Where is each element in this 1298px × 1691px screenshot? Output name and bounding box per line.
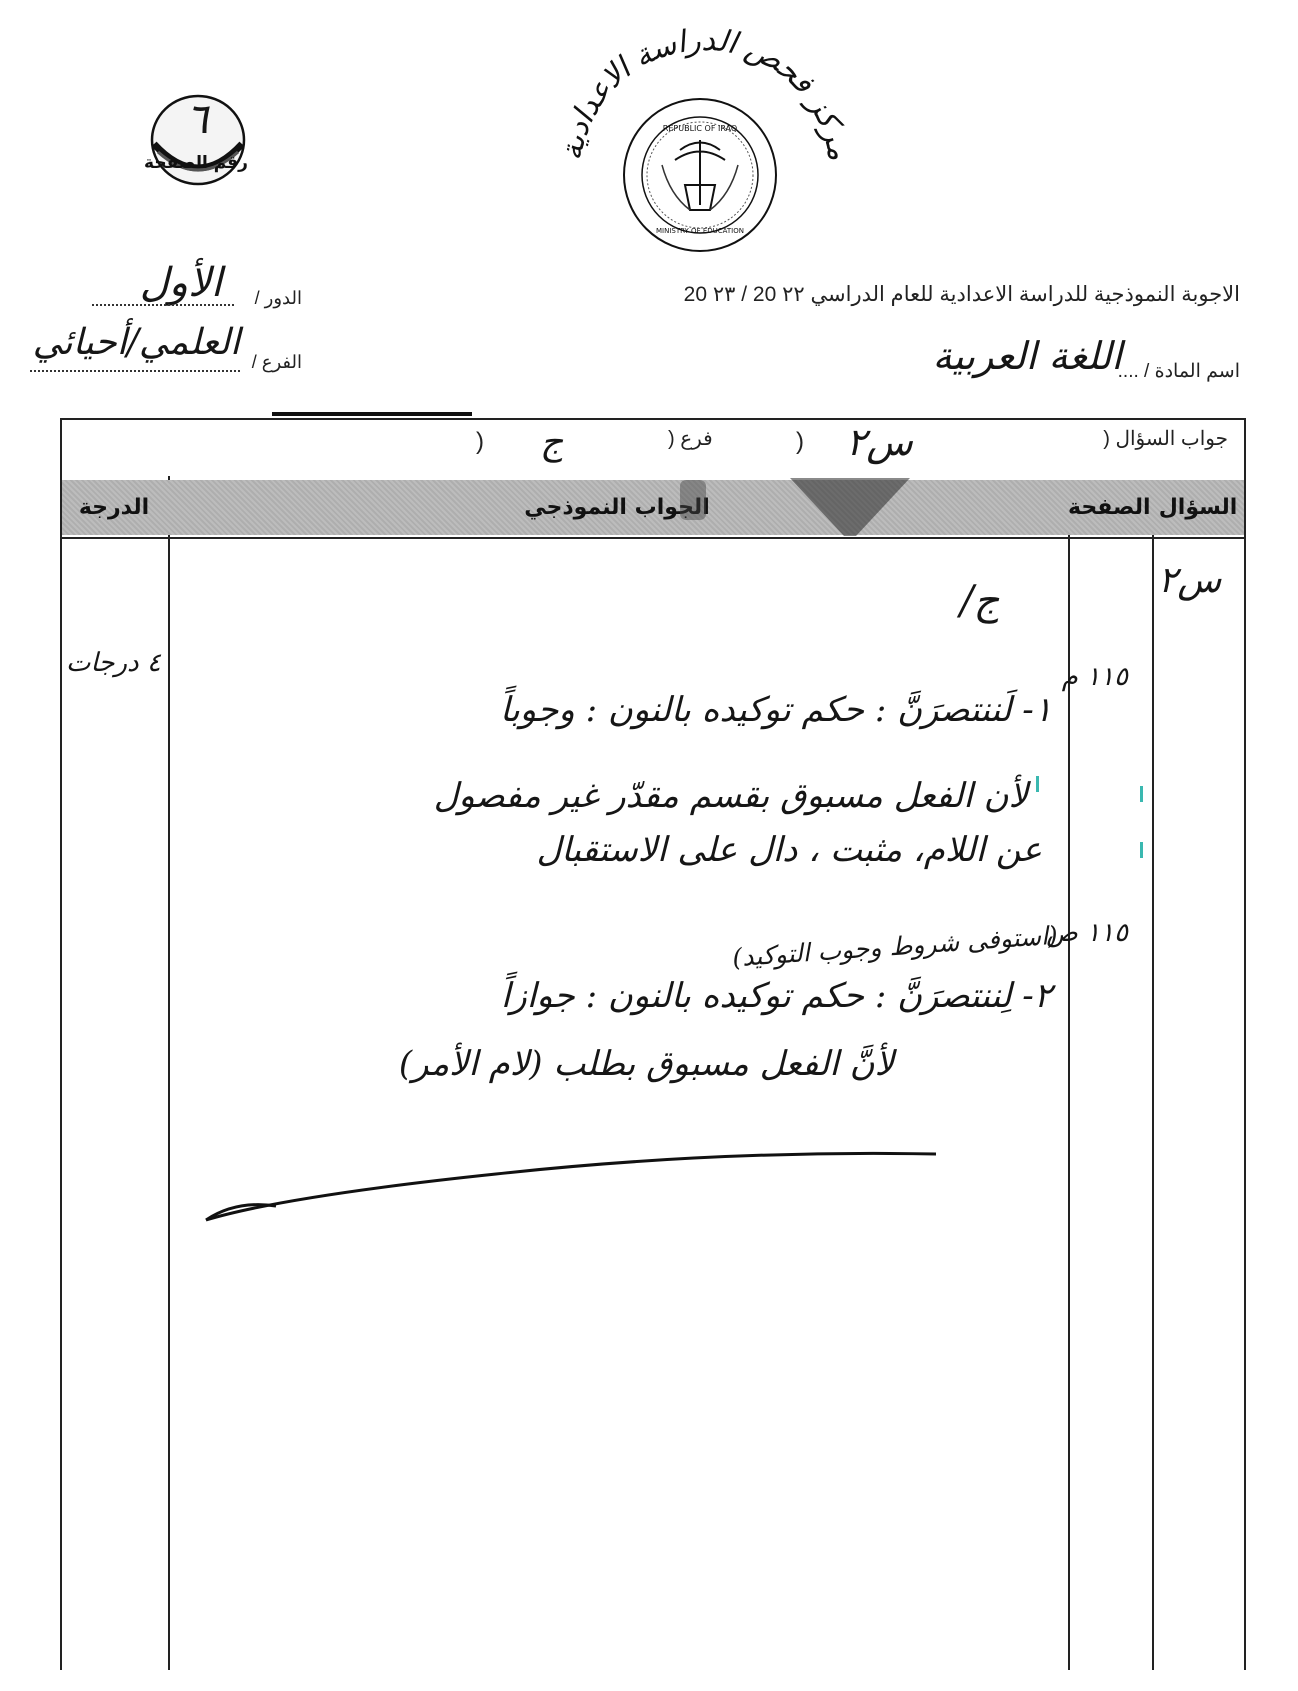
header-model-answer: الجواب النموذجي: [524, 495, 710, 520]
closing-underline-stroke: [196, 1140, 946, 1230]
subject-label: اسم المادة / ....: [1117, 361, 1240, 382]
branch-field: [10, 318, 302, 378]
seal-arc-text: مركز فحص الدراسة الاعدادية: [553, 25, 857, 163]
answer-line: لأن الفعل مسبوق بقسم مقدّر غير مفصول: [433, 776, 1028, 816]
page-number-value: ٦: [185, 94, 209, 143]
header-question: السؤال: [1158, 495, 1238, 520]
branch-close-paren: ): [476, 428, 484, 455]
cycle-dotted-line: [92, 304, 234, 306]
table-header-row: [62, 480, 1244, 535]
exam-center-seal-icon: [540, 25, 860, 255]
table-column-divider: [168, 476, 170, 1670]
top-mark-bar: [272, 412, 472, 416]
scan-mark: [1140, 786, 1143, 802]
answer-line: لأنَّ الفعل مسبوق بطلب (لام الأمر): [398, 1044, 894, 1084]
question-close-paren: ): [796, 428, 804, 455]
scan-smudge: [680, 480, 706, 520]
document-title: الاجوبة النموذجية للدراسة الاعدادية للعام الدراسي ٢٢ 20 / ٢٣ 20: [683, 283, 1240, 306]
seal-inner-bottom-text: MINISTRY OF EDUCATION: [656, 227, 744, 235]
answer-line: (استوفى شروط وجوب التوكيد): [731, 920, 1059, 973]
branch-dotted-line: [30, 370, 240, 372]
answer-question-label: جواب السؤال (: [1103, 428, 1228, 450]
table-column-divider: [1152, 480, 1154, 1670]
cycle-value: الأول: [139, 260, 222, 306]
answer-question-value: س٢: [846, 420, 913, 464]
header-grade: الدرجة: [78, 495, 150, 520]
scan-mark: [1140, 842, 1143, 858]
answer-line: ٢- لِننتصرَنَّ : حكم توكيده بالنون : جوازاً: [500, 976, 1052, 1016]
subject-field: [580, 334, 1240, 390]
branch-value: العلمي/أحيائي: [32, 322, 240, 363]
branch-label: الفرع /: [251, 352, 302, 372]
answer-branch-label: فرع (: [668, 428, 713, 450]
answer-line: ١- لَننتصرَنَّ : حكم توكيده بالنون : وجوباً: [499, 690, 1052, 730]
page-reference: ١١٥ م: [1061, 662, 1128, 692]
question-number: س٢: [1158, 560, 1222, 601]
answer-line: عن اللام، مثبت ، دال على الاستقبال: [536, 830, 1042, 870]
table-column-divider: [1068, 480, 1070, 1670]
part-label: ج/: [960, 578, 1000, 624]
header-page: الصفحة: [1068, 495, 1151, 520]
answer-branch-value: ج: [540, 422, 564, 463]
subject-value: اللغة العربية: [932, 334, 1122, 378]
cycle-field: [80, 258, 302, 314]
scan-mark: [1036, 776, 1039, 792]
table-row-divider: [62, 537, 1244, 539]
page-reference: ١١٥ ص: [1046, 918, 1128, 948]
seal-inner-top-text: REPUBLIC OF IRAQ: [662, 124, 738, 133]
page-number-label: رقم الصفحة: [144, 153, 248, 173]
grade-note: ٤ درجات: [66, 648, 161, 678]
cycle-label: الدور /: [254, 288, 302, 308]
